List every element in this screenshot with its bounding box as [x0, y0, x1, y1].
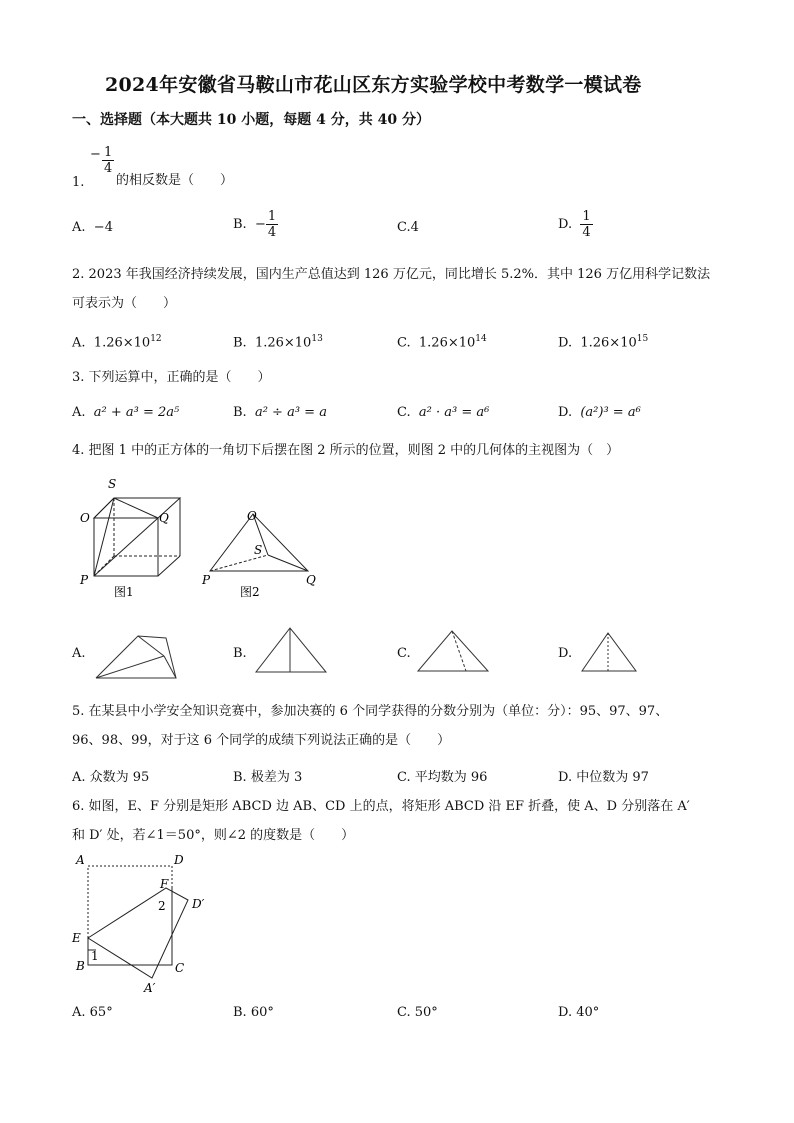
point-label-q: Q: [306, 573, 316, 587]
hidden-edge: [210, 555, 268, 571]
option-c[interactable]: [397, 405, 489, 420]
option-value: −4: [93, 220, 113, 235]
option-a[interactable]: [72, 405, 179, 420]
option-value: 1.26×10: [418, 335, 476, 351]
minus-sign: −: [90, 147, 101, 162]
cube-bottom-right-edge: [158, 556, 180, 576]
option-b-view[interactable]: [252, 624, 332, 678]
fraction-denominator: 4: [582, 225, 591, 240]
option-value: 4: [410, 220, 419, 235]
question-5-line1: 5. 在某县中小学安全知识竞赛中，参加决赛的 6 个同学获得的分数分别为（单位：分）：95、97、97、: [72, 704, 669, 719]
point-label-p: P: [202, 573, 211, 587]
option-value: a² ÷ a³ = a: [254, 405, 327, 420]
option-d-view[interactable]: [578, 629, 642, 675]
option-c-label[interactable]: C.: [397, 646, 411, 661]
figure-2-tetrahedron: [198, 500, 328, 602]
section-heading: 一、选择题（本大题共 10 小题，每题 4 分，共 40 分）: [72, 112, 430, 128]
option-a[interactable]: A. 众数为 95: [72, 770, 150, 785]
page-title: 2024年安徽省马鞍山市花山区东方实验学校中考数学一模试卷: [105, 74, 642, 96]
option-label: A.: [72, 405, 86, 420]
view-inner-line: [164, 656, 176, 678]
option-c[interactable]: C. 50°: [397, 1005, 438, 1020]
point-label-s: S: [108, 477, 117, 491]
option-d[interactable]: [558, 209, 593, 240]
option-d[interactable]: [558, 334, 648, 350]
option-d[interactable]: [558, 405, 641, 420]
option-label: D.: [558, 405, 573, 420]
option-d-label[interactable]: D.: [558, 646, 573, 661]
option-label: A.: [72, 335, 86, 351]
fraction-denominator: 4: [104, 161, 113, 176]
option-label: D.: [558, 335, 573, 351]
point-label-q: Q: [159, 511, 169, 525]
cut-edge-sq: [114, 498, 158, 518]
option-value: 1.26×10: [93, 335, 151, 351]
fraction-denominator: 4: [267, 225, 277, 240]
figure-caption: 图2: [240, 585, 260, 599]
angle-1-label: 1: [91, 949, 99, 963]
point-label-d-prime: D′: [192, 897, 205, 911]
question-2-line1: 2. 2023 年我国经济持续发展，国内生产总值达到 126 万亿元，同比增长 5.2%．其中 126 万亿用科学记数法: [72, 267, 711, 282]
option-value: 1.26×10: [254, 335, 312, 351]
tetra-edge-qs: [268, 555, 308, 571]
option-c[interactable]: [397, 220, 419, 235]
option-a-label[interactable]: A.: [72, 646, 86, 661]
cut-edge-sp: [94, 498, 114, 576]
point-label-b: B: [76, 959, 85, 973]
exponent: 14: [475, 334, 487, 344]
question-6-line2: 和 D′ 处，若∠1＝50°，则∠2 的度数是（ ）: [72, 828, 355, 843]
question-5-line2: 96、98、99，对于这 6 个同学的成绩下列说法正确的是（ ）: [72, 733, 451, 748]
point-label-c: C: [175, 961, 185, 975]
option-b-label[interactable]: B.: [233, 646, 247, 661]
view-inner-line: [138, 636, 164, 656]
figure-6-rectangle-fold: [66, 850, 226, 1000]
option-b[interactable]: [233, 209, 278, 240]
question-6-line1: 6. 如图，E、F 分别是矩形 ABCD 边 AB、CD 上的点，将矩形 ABCD 沿 EF 折叠，使 A、D 分别落在 A′: [72, 799, 690, 814]
option-value: a² + a³ = 2a⁵: [93, 405, 180, 420]
option-b[interactable]: [233, 405, 327, 420]
view-inner-line: [96, 656, 164, 678]
option-label: C.: [397, 220, 411, 235]
option-c[interactable]: C. 平均数为 96: [397, 770, 488, 785]
option-b[interactable]: [233, 334, 323, 350]
option-a[interactable]: [72, 334, 162, 350]
exponent: 15: [636, 334, 649, 344]
figure-caption: 图1: [114, 585, 134, 599]
option-a[interactable]: A. 65°: [72, 1005, 113, 1020]
question-3-stem: 3. 下列运算中，正确的是（ ）: [72, 370, 271, 385]
option-d[interactable]: D. 中位数为 97: [558, 770, 649, 785]
rectangle-bottom-part: [88, 886, 172, 965]
option-label: B.: [233, 217, 247, 232]
question-number: 1.: [72, 175, 85, 190]
point-label-a-prime: A′: [144, 981, 156, 995]
fraction-numerator: 1: [267, 209, 277, 224]
point-label-e: E: [72, 931, 81, 945]
option-label: C.: [397, 335, 411, 351]
view-outline: [418, 631, 488, 671]
point-label-f: F: [160, 877, 169, 891]
point-label-o: O: [80, 511, 90, 525]
point-label-a: A: [76, 853, 85, 867]
figure-1-cube: [72, 472, 192, 602]
point-label-o: O: [247, 509, 257, 523]
option-label: A.: [72, 220, 86, 235]
option-label: D.: [558, 217, 573, 232]
view-hidden-line: [452, 631, 466, 671]
option-c[interactable]: [397, 334, 487, 350]
option-value: (a²)³ = a⁶: [580, 405, 641, 420]
option-b[interactable]: B. 60°: [233, 1005, 274, 1020]
option-c-view[interactable]: [414, 627, 494, 677]
question-stem: 的相反数是（ ）: [116, 173, 234, 188]
cut-edge-pq: [94, 518, 158, 576]
option-label: B.: [233, 405, 247, 420]
option-label: B.: [233, 335, 247, 351]
view-outline: [256, 628, 326, 672]
question-2-line2: 可表示为（ ）: [72, 296, 177, 311]
option-b[interactable]: B. 极差为 3: [233, 770, 303, 785]
exponent: 12: [150, 334, 162, 344]
option-label: C.: [397, 405, 411, 420]
question-4-stem: 4. 把图 1 中的正方体的一角切下后摆在图 2 所示的位置，则图 2 中的几何体的主视图为（ ）: [72, 443, 620, 458]
fraction: [102, 145, 114, 176]
angle-2-label: 2: [158, 899, 166, 913]
point-label-p: P: [80, 573, 89, 587]
exponent: 13: [311, 334, 323, 344]
minus-sign: −: [254, 217, 266, 232]
fraction-numerator: 1: [104, 145, 113, 160]
point-label-s: S: [254, 543, 263, 557]
option-d[interactable]: D. 40°: [558, 1005, 600, 1020]
option-value: 1.26×10: [580, 335, 637, 351]
option-a-view[interactable]: [80, 630, 190, 682]
point-label-d: D: [174, 853, 184, 867]
fraction-numerator: 1: [582, 209, 591, 224]
view-outline: [582, 633, 636, 671]
option-a[interactable]: [72, 220, 113, 235]
option-value: a² · a³ = a⁶: [418, 405, 490, 420]
